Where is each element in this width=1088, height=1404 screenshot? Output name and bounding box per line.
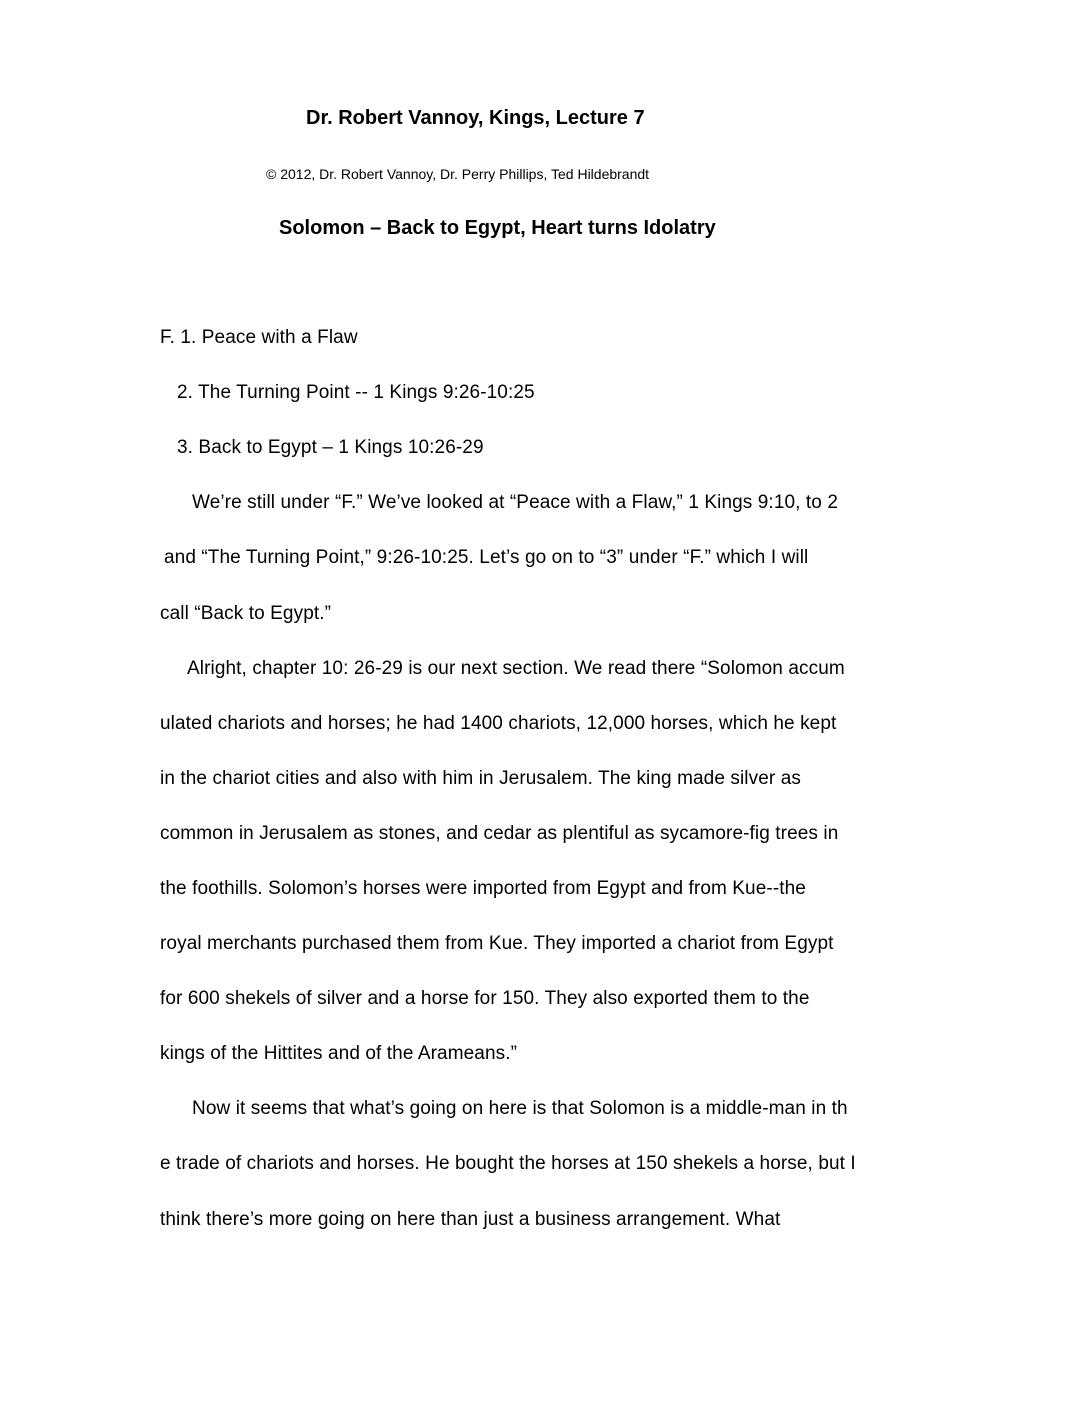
body-line: Now it seems that what’s going on here is that Solomon is a middle-man in th <box>192 1098 848 1119</box>
body-line: for 600 shekels of silver and a horse for 150. They also exported them to the <box>160 988 810 1009</box>
lecture-title: Dr. Robert Vannoy, Kings, Lecture 7 <box>306 107 645 129</box>
lecture-subtitle: Solomon – Back to Egypt, Heart turns Idolatry <box>279 217 716 239</box>
body-line: Alright, chapter 10: 26-29 is our next section. We read there “Solomon accum <box>187 658 845 679</box>
body-line: We’re still under “F.” We’ve looked at “Peace with a Flaw,” 1 Kings 9:10, to 2 <box>192 492 838 513</box>
outline-item: 2. The Turning Point -- 1 Kings 9:26-10:25 <box>177 382 535 403</box>
body-line: the foothills. Solomon’s horses were imported from Egypt and from Kue--the <box>160 878 806 899</box>
body-line: common in Jerusalem as stones, and cedar as plentiful as sycamore-fig trees in <box>160 823 839 844</box>
outline-item: 3. Back to Egypt – 1 Kings 10:26-29 <box>177 437 484 458</box>
body-line: royal merchants purchased them from Kue. They imported a chariot from Egypt <box>160 933 834 954</box>
body-line: ulated chariots and horses; he had 1400 chariots, 12,000 horses, which he kept <box>160 713 837 734</box>
copyright-line: © 2012, Dr. Robert Vannoy, Dr. Perry Phillips, Ted Hildebrandt <box>266 166 650 182</box>
body-line: and “The Turning Point,” 9:26-10:25. Let’s go on to “3” under “F.” which I will <box>164 547 809 568</box>
body-line: in the chariot cities and also with him in Jerusalem. The king made silver as <box>160 768 801 789</box>
body-line: kings of the Hittites and of the Arameans.” <box>160 1043 518 1064</box>
body-line: e trade of chariots and horses. He bought the horses at 150 shekels a horse, but I <box>160 1153 856 1174</box>
outline-item: F. 1. Peace with a Flaw <box>160 327 358 348</box>
body-line: think there’s more going on here than just a business arrangement. What <box>160 1209 781 1230</box>
body-line: call “Back to Egypt.” <box>160 603 332 624</box>
